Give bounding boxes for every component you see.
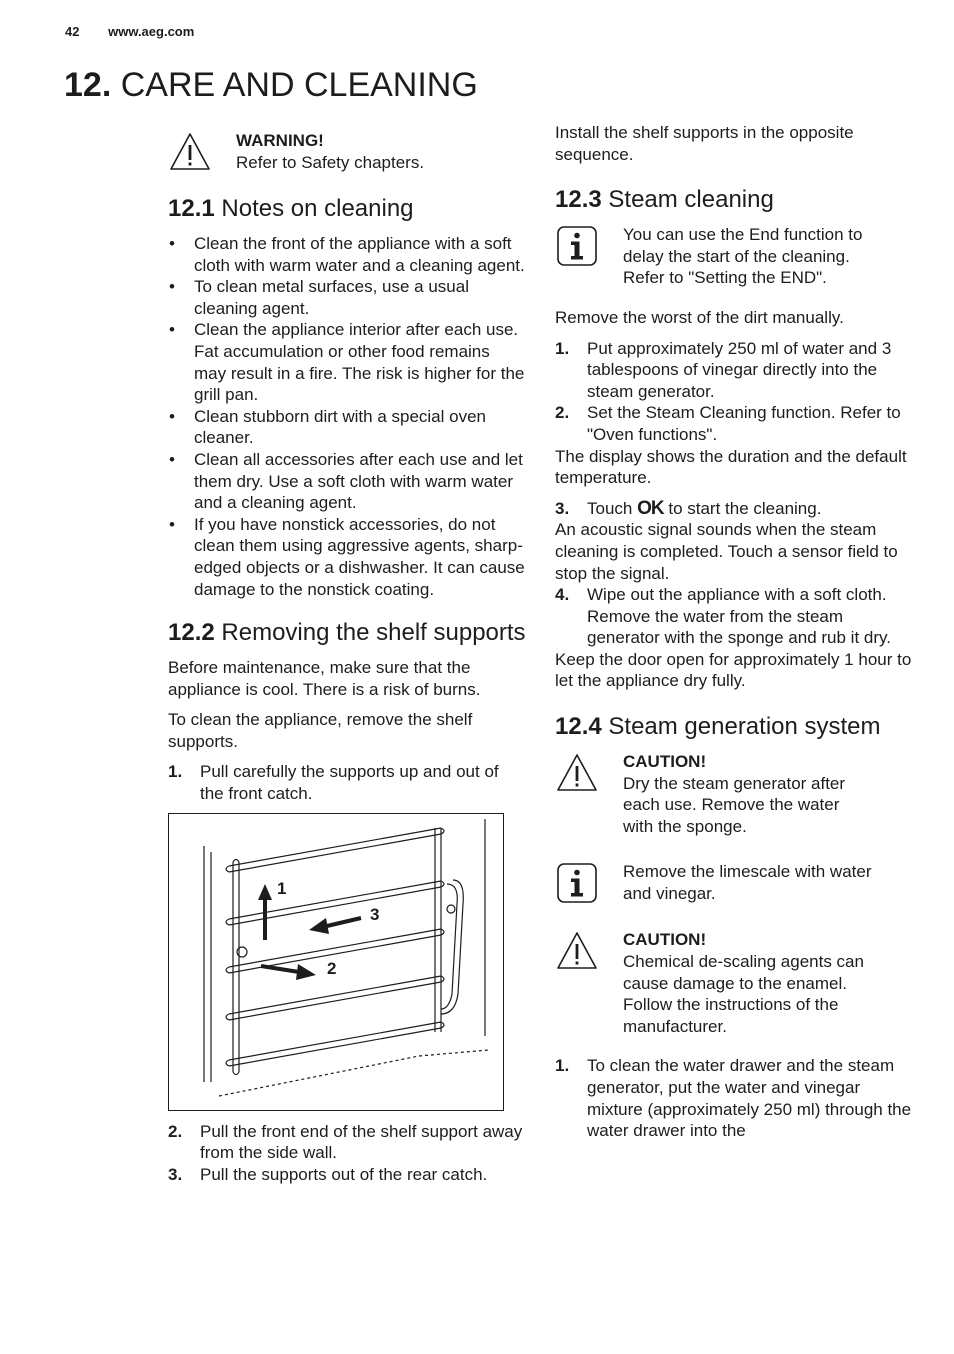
section-12-4-title: Steam generation system <box>608 713 881 741</box>
caution-title: CAUTION! <box>623 930 707 950</box>
warning-text: Refer to Safety chapters. <box>236 152 425 172</box>
header-url[interactable]: www.aeg.com <box>108 24 195 39</box>
list-item: • If you have nonstick accessories, do not clean them using aggressive agents, sharp-edged objects or a dishwasher. It can cause damage to the nonstick coating. <box>168 514 526 600</box>
step-item <box>555 1055 915 1141</box>
step-item <box>168 761 526 804</box>
caution-title: CAUTION! <box>623 752 707 772</box>
paragraph: Before maintenance, make sure that the appliance is cool. There is a risk of burns. <box>168 658 481 699</box>
page-header <box>65 24 194 39</box>
section-12-1-title: Notes on cleaning <box>221 195 414 222</box>
paragraph: Install the shelf supports in the opposite sequence. <box>555 123 854 164</box>
section-12-3-title: Steam cleaning <box>608 186 774 214</box>
section-12-3-heading <box>555 185 915 214</box>
step-text: To clean the water drawer and the steam generator, put the water and vinegar mixture (approximately 250 ml) through the water drawer into the <box>587 1056 912 1141</box>
paragraph: Keep the door open for approximately 1 hour to let the appliance dry fully. <box>555 649 912 691</box>
section-12-4-heading <box>555 712 915 741</box>
list-item: • Clean all accessories after each use and let them dry. Use a soft cloth with warm water and a cleaning agent. <box>168 449 526 514</box>
paragraph: The display shows the duration and the default temperature. <box>555 446 907 488</box>
warning-note <box>168 130 526 174</box>
section-12-2-number: 12.2 <box>168 619 215 647</box>
section-12-1-number: 12.1 <box>168 195 215 222</box>
paragraph: Remove the worst of the dirt manually. <box>555 307 844 327</box>
section-12-2-heading <box>168 618 526 647</box>
step-item <box>555 338 915 403</box>
list-item: • To clean metal surfaces, use a usual cleaning agent. <box>168 276 526 319</box>
steam-step-3 <box>555 498 915 520</box>
caution-note-1 <box>555 751 915 837</box>
removal-steps-a <box>168 761 526 804</box>
step-item <box>555 498 915 520</box>
step-text: Wipe out the appliance with a soft cloth. Remove the water from the steam generator with the sponge and rub it dry. <box>587 585 891 648</box>
removal-steps-b <box>168 1121 526 1186</box>
info-note <box>555 224 915 289</box>
figure-label-1: 1 <box>277 878 287 898</box>
step-number: 1. <box>555 338 570 358</box>
step-item <box>168 1121 526 1164</box>
paragraph: To clean the appliance, remove the shelf supports. <box>168 710 473 751</box>
ok-icon: OK <box>637 497 664 519</box>
warning-title: WARNING! <box>236 131 324 150</box>
warning-triangle-icon <box>555 751 599 795</box>
steam-step-4 <box>555 584 915 649</box>
step-text: Put approximately 250 ml of water and 3 tablespoons of vinegar directly into the steam generator. <box>587 338 892 401</box>
step-number: 3. <box>168 1164 183 1184</box>
list-item: • Clean the front of the appliance with a soft cloth with warm water and a cleaning agent. <box>168 233 526 276</box>
figure-label-2: 2 <box>327 958 337 978</box>
info-note-limescale <box>555 861 915 905</box>
info-text: You can use the End function to delay the start of the cleaning. Refer to "Setting the END". <box>623 225 863 288</box>
caution-text: Chemical de-scaling agents can cause damage to the enamel. Follow the instructions of the manufacturer. <box>623 952 864 1036</box>
step-text: Pull carefully the supports up and out of the front catch. <box>200 762 499 804</box>
caution-note-2 <box>555 929 915 1037</box>
step-text: Pull the front end of the shelf support away from the side wall. <box>200 1121 523 1163</box>
page-number: 42 <box>65 24 80 39</box>
left-column <box>168 130 526 1193</box>
info-icon <box>555 224 599 268</box>
info-icon <box>555 861 599 905</box>
step-text-after: to start the cleaning. <box>668 498 822 518</box>
step-number: 4. <box>555 585 570 605</box>
step-item <box>168 1164 526 1186</box>
step-number: 2. <box>168 1121 183 1141</box>
step-text-before: Touch <box>587 498 633 518</box>
section-12-2-title: Removing the shelf supports <box>221 619 526 647</box>
steam-steps-1-2 <box>555 338 915 446</box>
chapter-number: 12. <box>64 66 112 104</box>
warning-triangle-icon <box>555 929 599 973</box>
warning-triangle-icon <box>168 130 212 174</box>
step-text: Pull the supports out of the rear catch. <box>200 1164 488 1184</box>
paragraph: An acoustic signal sounds when the steam cleaning is completed. Touch a sensor field to stop the signal. <box>555 520 898 583</box>
step-number: 1. <box>168 762 183 782</box>
cleaning-notes-list <box>168 233 526 600</box>
section-12-1-heading <box>168 194 526 223</box>
info-text: Remove the limescale with water and vinegar. <box>623 862 872 904</box>
list-item: • Clean stubborn dirt with a special oven cleaner. <box>168 406 526 449</box>
step-item <box>555 402 915 445</box>
step-number: 3. <box>555 498 570 518</box>
chapter-title <box>64 62 478 108</box>
figure-label-3: 3 <box>370 904 380 924</box>
step-number: 2. <box>555 403 570 423</box>
caution-text: Dry the steam generator after each use. Remove the water with the sponge. <box>623 773 846 836</box>
shelf-support-figure <box>168 813 504 1111</box>
step-item <box>555 584 915 649</box>
section-12-3-number: 12.3 <box>555 186 602 214</box>
list-item: • Clean the appliance interior after each use. Fat accumulation or other food remains may result in a fire. The risk is higher for the grill pan. <box>168 319 526 405</box>
right-column <box>555 122 915 1150</box>
water-drawer-steps <box>555 1055 915 1141</box>
step-text: Set the Steam Cleaning function. Refer to "Oven functions". <box>587 403 901 444</box>
chapter-name: CARE AND CLEANING <box>120 66 478 104</box>
step-text <box>587 498 915 520</box>
section-12-4-number: 12.4 <box>555 713 602 741</box>
step-number: 1. <box>555 1056 570 1076</box>
